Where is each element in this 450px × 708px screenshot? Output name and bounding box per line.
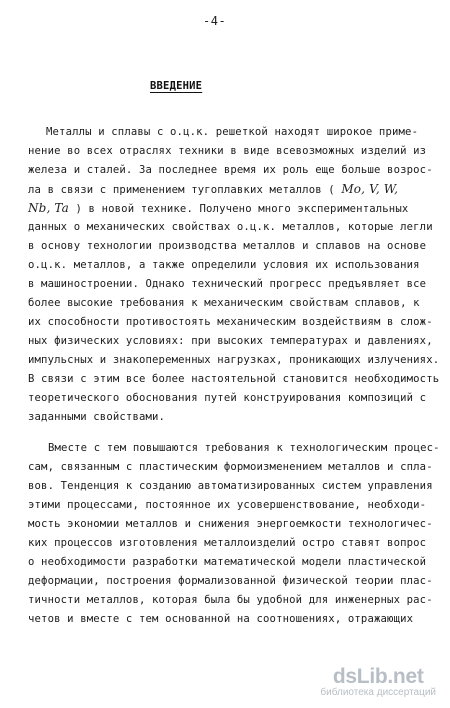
text-line: тичности металлов, которая была бы удобной для инженерных рас-: [28, 594, 433, 606]
text-line: В связи с этим все более настоятельной становится необходимость: [28, 373, 440, 385]
watermark: [320, 665, 436, 698]
text-line: железа и сталей. За последнее время их роль еще больше возрос-: [28, 164, 433, 176]
text-line: ных физических условиях: при высоких температурах и давлениях,: [28, 335, 433, 347]
text-line: [28, 182, 398, 197]
text-line: в основу технологии производства металлов и сплавов на основе: [28, 240, 427, 252]
text-line: о необходимости разработки математической модели пластической: [28, 556, 427, 568]
section-heading: ВВЕДЕНИЕ: [150, 80, 203, 92]
text-line: [28, 201, 408, 216]
text-line: сам, связанным с пластическим формоизменением металлов и спла-: [28, 461, 433, 473]
text-segment: ) в новой технике. Получено много экспериментальных: [75, 203, 409, 215]
handwritten-element-symbols: Nb, Ta: [28, 201, 69, 215]
text-line: ких процессов изготовления металлоизделий остро ставят вопрос: [28, 537, 427, 549]
text-line: четов и вместе с тем основанной на соотношениях, отражающих: [28, 613, 414, 625]
text-line: теоретического обоснования путей конструирования композиций с: [28, 392, 427, 404]
text-line: данных о механических свойствах о.ц.к. металлов, которые легли: [28, 221, 433, 233]
text-line: заданными свойствами.: [28, 411, 166, 423]
text-line: мость экономии металлов и снижения энергоемкости технологичес-: [28, 518, 433, 530]
text-line: деформации, построения формализованной физической теории плас-: [28, 575, 433, 587]
text-line: о.ц.к. металлов, а также определили условия их использования: [28, 259, 420, 271]
text-segment: ла в связи с применением тугоплавких металлов (: [28, 184, 335, 196]
text-line: Металлы и сплавы с о.ц.к. решеткой находят широкое приме-: [46, 126, 419, 138]
watermark-subtitle: библиотека диссертаций: [320, 687, 436, 698]
handwritten-element-symbols: Mo, V, W,: [341, 182, 399, 196]
text-line: более высокие требования к механическим свойствам сплавов, к: [28, 297, 420, 309]
text-line: Вместе с тем повышаются требования к технологическим процес-: [48, 442, 440, 454]
text-line: вов. Тенденция к созданию автоматизированных систем управления: [28, 480, 433, 492]
watermark-logo: dsLib.net: [332, 665, 424, 688]
page-number: -4-: [203, 14, 227, 28]
text-line: их способности противостоять механическим воздействиям в слож-: [28, 316, 433, 328]
text-line: этими процессами, постоянное их усовершенствование, необходи-: [28, 499, 427, 511]
text-line: в машиностроении. Однако технический прогресс предъявляет все: [28, 278, 427, 290]
text-line: нение во всех отраслях техники в виде всевозможных изделий из: [28, 145, 427, 157]
text-line: импульсных и знакопеременных нагрузках, проникающих излучениях.: [28, 354, 440, 366]
